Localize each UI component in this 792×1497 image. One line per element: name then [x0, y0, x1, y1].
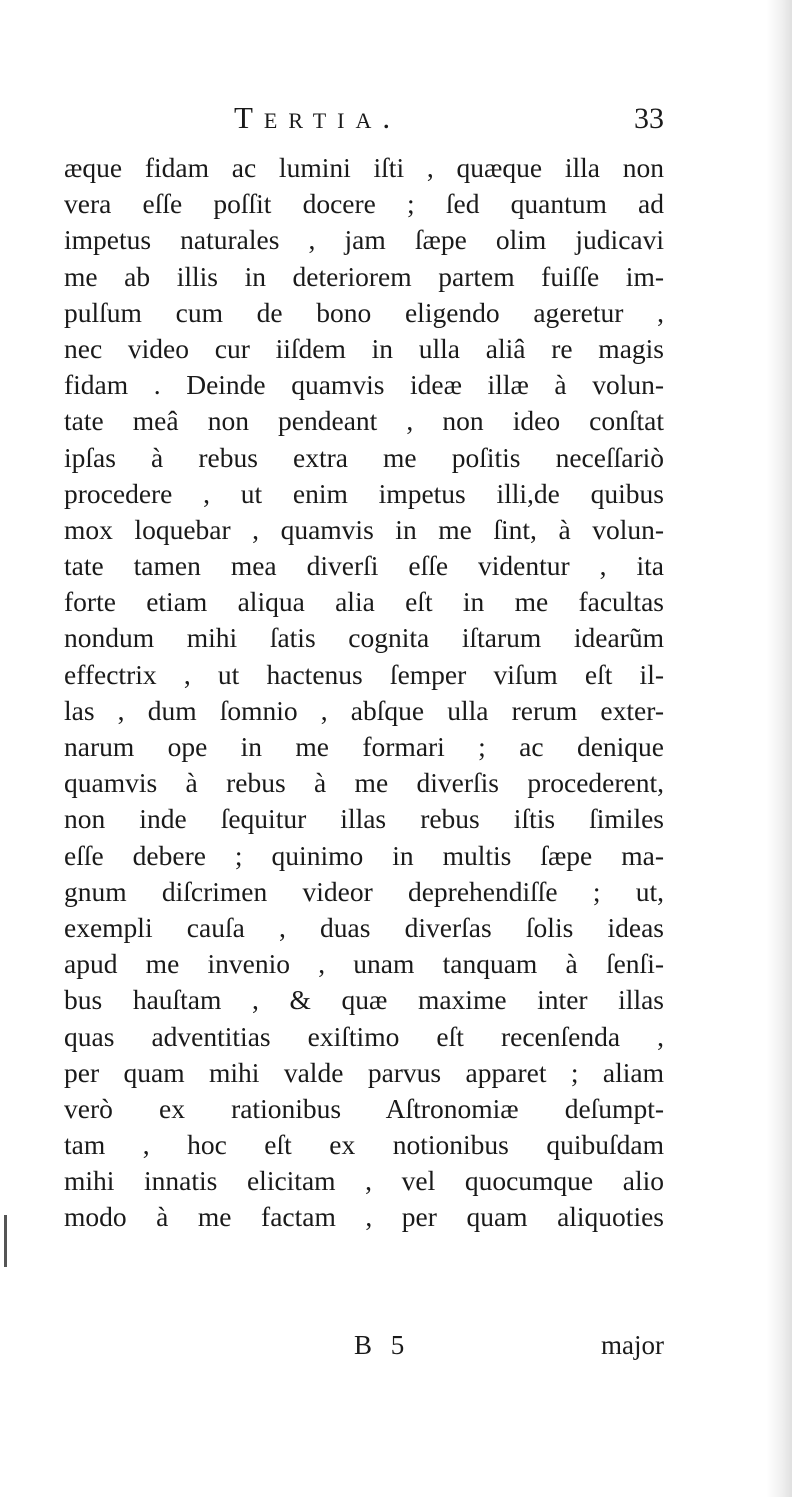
- text-line: las , dum ſomnio , abſque ulla rerum exter-: [64, 694, 664, 726]
- text-line: bus hauſtam , & quæ maxime inter illas: [64, 984, 664, 1016]
- text-line: mihi innatis elicitam , vel quocumque alio: [64, 1165, 664, 1197]
- text-line: procedere , ut enim impetus illi,de quibus: [64, 477, 664, 509]
- text-line: me ab illis in deteriorem partem fuiſſe im-: [64, 260, 664, 292]
- body-text: [64, 150, 664, 1236]
- text-line: pulſum cum de bono eligendo ageretur ,: [64, 296, 664, 328]
- text-line: narum ope in me formari ; ac denique: [64, 731, 664, 762]
- text-line: fidam . Deinde quamvis ideæ illæ à volun-: [64, 369, 664, 401]
- text-line: per quam mihi valde parvus apparet ; aliam: [64, 1056, 664, 1088]
- text-line: vera eſſe poſſit docere ; ſed quantum ad: [64, 188, 664, 220]
- page-footer: [64, 1330, 664, 1370]
- catchword: major: [601, 1330, 664, 1360]
- running-head: [64, 100, 664, 144]
- text-line: tam , hoc eſt ex notionibus quibuſdam: [64, 1129, 664, 1161]
- running-title: Tertia.: [234, 100, 402, 135]
- text-line: modo à me factam , per quam aliquoties: [64, 1201, 664, 1233]
- text-line: verò ex rationibus Aſtronomiæ deſumpt-: [64, 1092, 664, 1124]
- text-line: gnum diſcrimen videor deprehendiſſe ; ut,: [64, 875, 664, 907]
- text-line: quamvis à rebus à me diverſis procederent,: [64, 767, 664, 799]
- text-line: nec video cur iiſdem in ulla aliâ re magis: [64, 332, 664, 364]
- text-line: tate tamen mea diverſi eſſe videntur , ita: [64, 550, 664, 582]
- text-line: ipſas à rebus extra me poſitis neceſſariò: [64, 441, 664, 473]
- text-line: impetus naturales , jam ſæpe olim judicavi: [64, 224, 664, 256]
- text-line: effectrix , ut hactenus ſemper viſum eſt il-: [64, 658, 664, 690]
- page-gutter-shadow: [766, 0, 792, 1497]
- text-line: forte etiam aliqua alia eſt in me facultas: [64, 586, 664, 618]
- text-line: tate meâ non pendeant , non ideo conſtat: [64, 405, 664, 437]
- text-line: eſſe debere ; quinimo in multis ſæpe ma-: [64, 839, 664, 871]
- text-line: quas adventitias exiſtimo eſt recenſenda ,: [64, 1020, 664, 1052]
- text-line: mox loquebar , quamvis in me ſint, à volun-: [64, 513, 664, 545]
- text-line: exempli cauſa , duas diverſas ſolis ideas: [64, 911, 664, 943]
- signature-mark: B 5: [354, 1330, 411, 1360]
- page-number: 33: [634, 102, 664, 135]
- text-line: non inde ſequitur illas rebus iſtis ſimiles: [64, 803, 664, 835]
- margin-mark: [4, 1215, 7, 1267]
- text-line: apud me invenio , unam tanquam à ſenſi-: [64, 948, 664, 980]
- text-line: æque fidam ac lumini iſti , quæque illa non: [64, 152, 664, 183]
- text-line: nondum mihi ſatis cognita iſtarum idearũm: [64, 622, 664, 654]
